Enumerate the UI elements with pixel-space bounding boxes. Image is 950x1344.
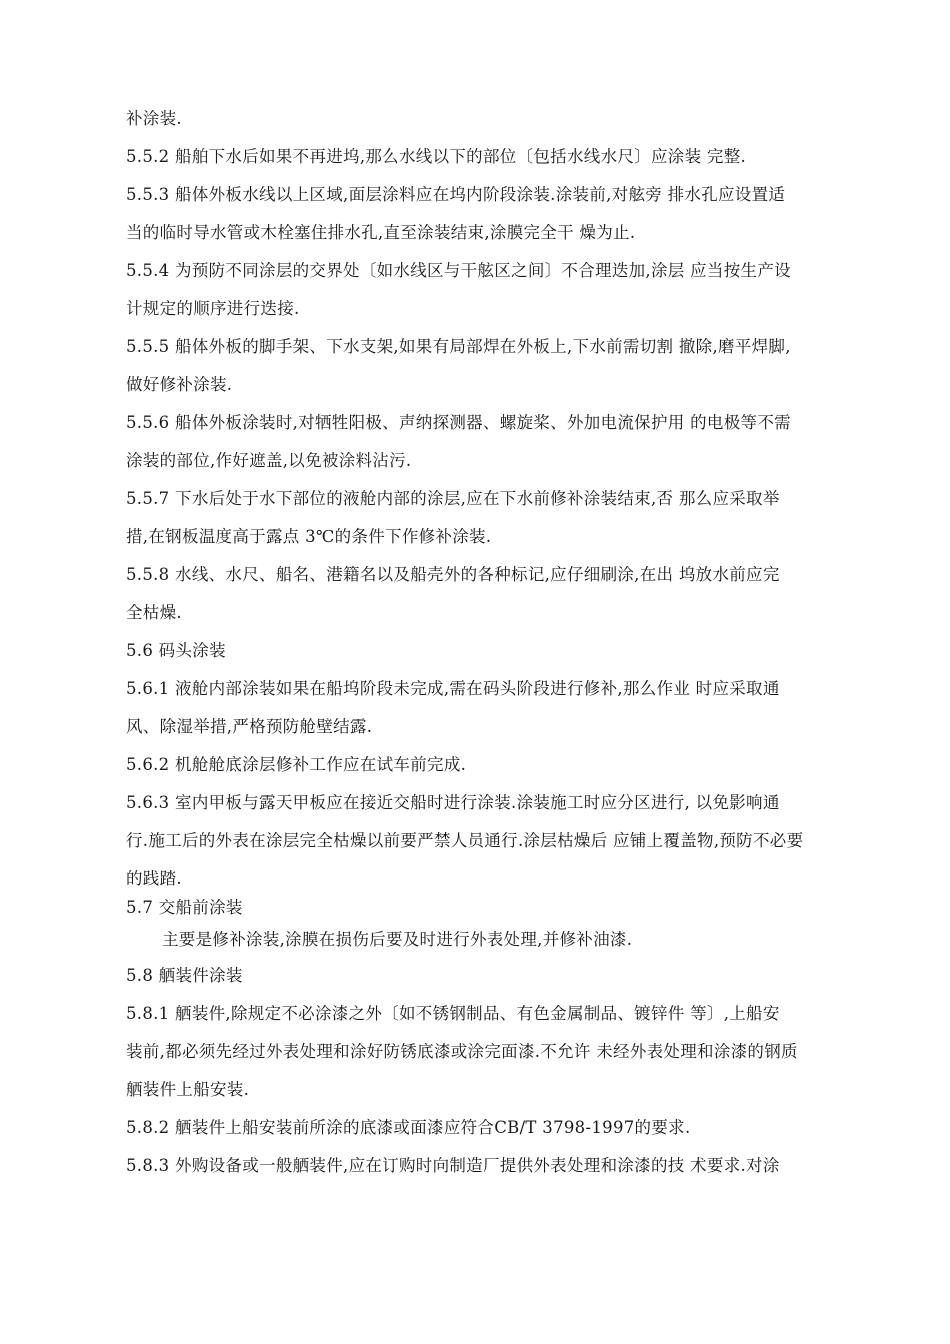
- text-line: 舾装件上船安装.: [126, 1080, 250, 1099]
- text-line: 5.5.7 下水后处于水下部位的液舱内部的涂层,应在下水前修补涂装结束,否 那么应采取举: [126, 489, 780, 508]
- text-line: 涂装的部位,作好遮盖,以免被涂料沾污.: [126, 451, 412, 470]
- text-line: 5.6.1 液舱内部涂装如果在船坞阶段未完成,需在码头阶段进行修补,那么作业 时应采取通: [126, 679, 780, 698]
- text-line: 5.6.3 室内甲板与露天甲板应在接近交船时进行涂装.涂装施工时应分区进行, 以免影响通: [126, 793, 780, 812]
- text-line: 全枯燥.: [126, 603, 182, 622]
- text-line: 5.5.8 水线、水尺、船名、港籍名以及船壳外的各种标记,应仔细刷涂,在出 坞放水前应完: [126, 565, 780, 584]
- text-line: 行.施工后的外表在涂层完全枯燥以前要严禁人员通行.涂层枯燥后 应铺上覆盖物,预防不必要: [126, 831, 804, 850]
- text-line: 装前,都必须先经过外表处理和涂好防锈底漆或涂完面漆.不允许 未经外表处理和涂漆的钢质: [126, 1042, 798, 1061]
- text-line: 5.8.3 外购设备或一般舾装件,应在订购时向制造厂提供外表处理和涂漆的技 术要求.对涂: [126, 1156, 780, 1175]
- text-line: 5.8.1 舾装件,除规定不必涂漆之外〔如不锈钢制品、有色金属制品、镀锌件 等〕,上船安: [126, 1004, 780, 1023]
- text-line: 5.8.2 舾装件上船安装前所涂的底漆或面漆应符合CB/T 3798-1997的要求.: [126, 1118, 691, 1137]
- text-line: 主要是修补涂装,涂膜在损伤后要及时进行外表处理,并修补油漆.: [162, 930, 633, 949]
- text-line: 风、除湿举措,严格预防舱壁结露.: [126, 717, 373, 736]
- text-line: 当的临时导水管或木栓塞住排水孔,直至涂装结束,涂膜完全干 燥为止.: [126, 223, 636, 242]
- section-heading: 5.7 交船前涂装: [126, 898, 243, 917]
- text-line: 5.5.5 船体外板的脚手架、下水支架,如果有局部焊在外板上,下水前需切割 撤除,磨平焊脚,: [126, 337, 791, 356]
- text-line: 措,在钢板温度高于露点 3℃的条件下作修补涂装.: [126, 527, 492, 546]
- text-line: 5.5.4 为预防不同涂层的交界处〔如水线区与干舷区之间〕不合理迭加,涂层 应当按生产设: [126, 261, 791, 280]
- section-heading: 5.8 舾装件涂装: [126, 966, 243, 985]
- text-line: 5.6.2 机舱舱底涂层修补工作应在试车前完成.: [126, 755, 467, 774]
- text-line: 5.5.2 船舶下水后如果不再进坞,那么水线以下的部位〔包括水线水尺〕应涂装 完整.: [126, 147, 747, 166]
- text-line: 计规定的顺序进行迭接.: [126, 299, 300, 318]
- text-line: 做好修补涂装.: [126, 375, 233, 394]
- section-heading: 5.6 码头涂装: [126, 641, 226, 660]
- text-line: 5.5.6 船体外板涂装时,对牺牲阳极、声纳探测器、螺旋桨、外加电流保护用 的电极等不需: [126, 413, 791, 432]
- text-line: 5.5.3 船体外板水线以上区域,面层涂料应在坞内阶段涂装.涂装前,对舷旁 排水孔应设置适: [126, 185, 786, 204]
- text-line: 的践踏.: [126, 869, 182, 888]
- text-line: 补涂装.: [126, 109, 182, 128]
